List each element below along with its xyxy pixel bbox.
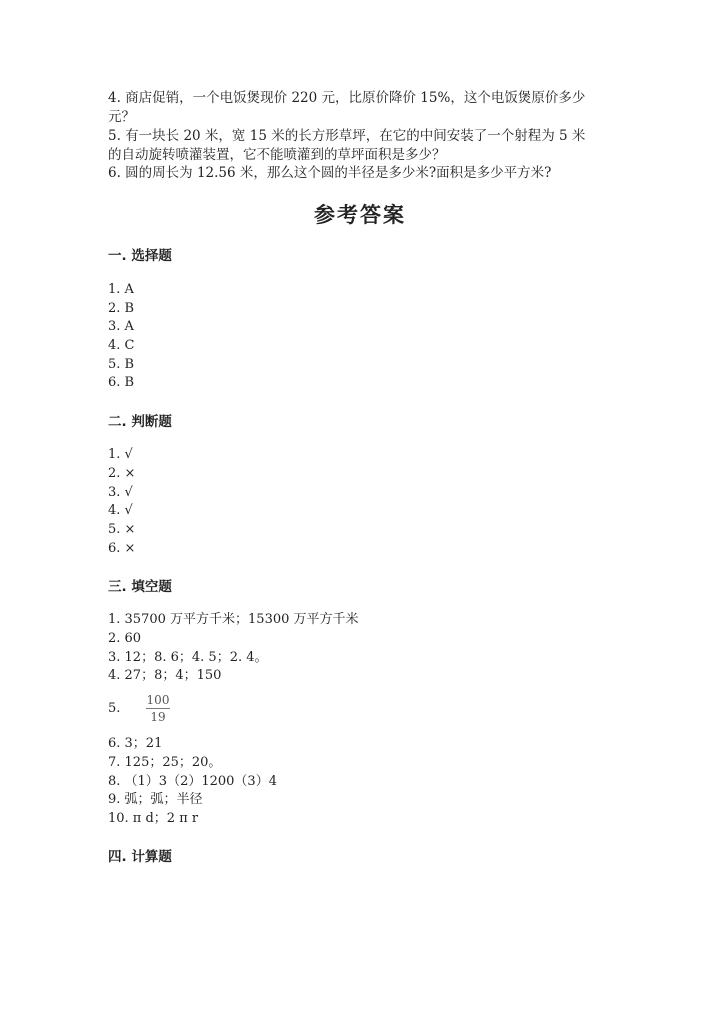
answer-item: 3. √ <box>108 485 133 500</box>
answer-item: 5. × <box>108 522 136 537</box>
question-4-line-1: 4. 商店促销，一个电饭煲现价 220 元，比原价降价 15%，这个电饭煲原价多少 <box>108 90 586 106</box>
answer-item: 3. 12；8. 6；4. 5；2. 4。 <box>108 650 268 665</box>
answer-item: 7. 125；25；20。 <box>108 755 222 770</box>
answer-item: 1. √ <box>108 447 133 462</box>
answer-item: 9. 弧；弧；半径 <box>108 792 203 807</box>
answer-item: 4. C <box>108 338 135 353</box>
answer-item-label: 5. <box>108 701 121 716</box>
fraction-bar <box>146 708 170 709</box>
section-heading-calc: 四. 计算题 <box>108 849 172 865</box>
answer-item: 10. π d；2 π r <box>108 811 199 826</box>
answer-item: 8. （1）3（2）1200（3）4 <box>108 774 277 789</box>
answer-item: 3. A <box>108 319 134 334</box>
answer-item: 6. × <box>108 541 136 556</box>
fraction <box>146 693 170 724</box>
fraction-denominator: 19 <box>150 710 166 724</box>
answer-item: 1. A <box>108 282 134 297</box>
section-heading-judge: 二. 判断题 <box>108 414 172 430</box>
answer-item: 2. 60 <box>108 631 142 646</box>
answer-item: 4. √ <box>108 503 133 518</box>
question-4-line-2: 元？ <box>108 109 135 125</box>
fraction-numerator: 100 <box>146 693 170 707</box>
question-6-line-1: 6. 圆的周长为 12.56 米，那么这个圆的半径是多少米?面积是多少平方米? <box>108 165 552 181</box>
answer-item: 6. 3；21 <box>108 736 163 751</box>
answer-item: 2. × <box>108 466 136 481</box>
section-heading-fill: 三. 填空题 <box>108 579 172 595</box>
answer-item: 1. 35700 万平方千米；15300 万平方千米 <box>108 612 359 627</box>
question-5-line-1: 5. 有一块长 20 米，宽 15 米的长方形草坪，在它的中间安装了一个射程为 5 米 <box>108 128 586 144</box>
section-heading-choice: 一. 选择题 <box>108 248 172 264</box>
answer-item: 6. B <box>108 375 135 390</box>
answer-item: 2. B <box>108 301 135 316</box>
answer-item: 4. 27；8；4；150 <box>108 668 222 683</box>
answer-item: 5. B <box>108 357 135 372</box>
question-5-line-2: 的自动旋转喷灌装置，它不能喷灌到的草坪面积是多少？ <box>108 147 446 163</box>
page-title: 参考答案 <box>314 203 406 227</box>
